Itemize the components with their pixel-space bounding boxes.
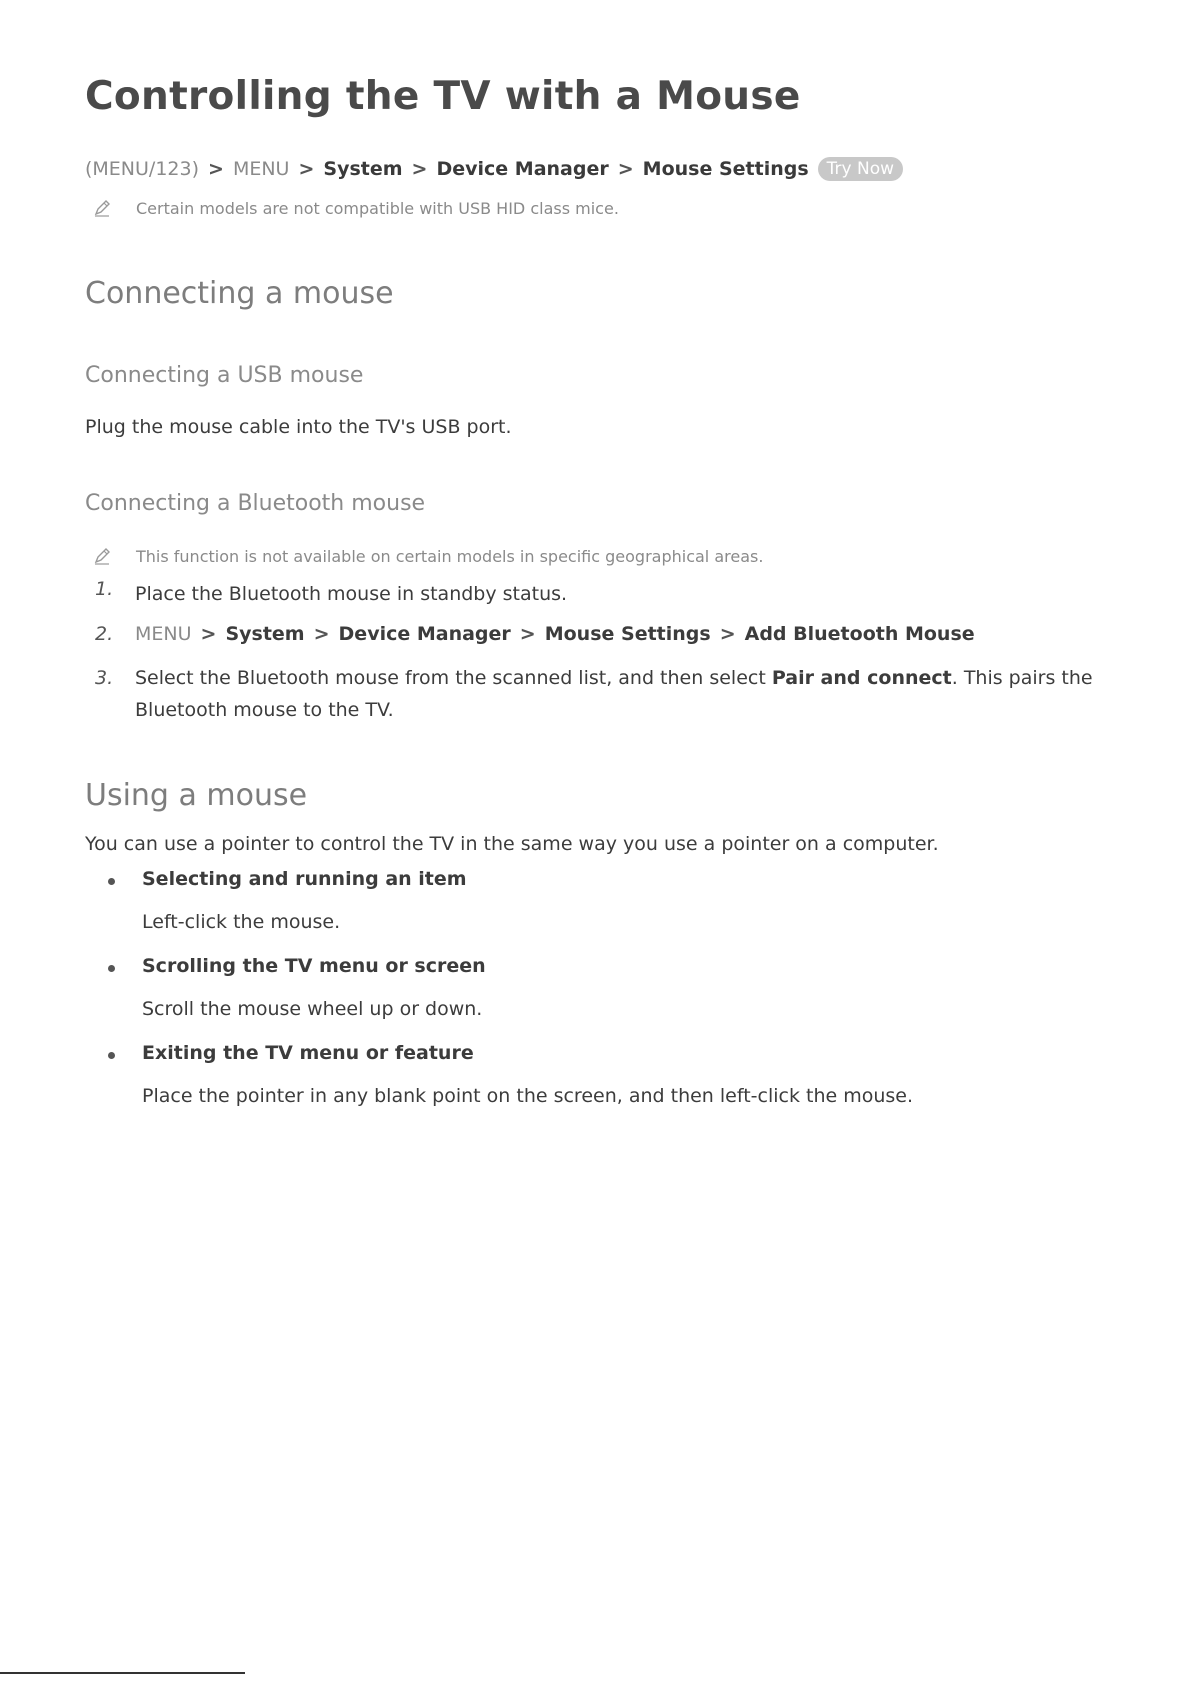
breadcrumb-separator: > (617, 158, 634, 180)
bullet (108, 878, 115, 885)
menu-path-add-bluetooth-mouse: Add Bluetooth Mouse (744, 623, 975, 645)
step-number: 2. (95, 623, 114, 645)
breadcrumb-separator: > (298, 158, 315, 180)
breadcrumb (85, 157, 903, 181)
step-text (135, 662, 1095, 726)
item-title: Selecting and running an item (142, 868, 467, 890)
footer-rule (0, 1672, 245, 1674)
subheading-usb-mouse: Connecting a USB mouse (85, 363, 364, 388)
breadcrumb-menu: MENU (232, 158, 290, 180)
bullet (108, 965, 115, 972)
breadcrumb-mouse-settings: Mouse Settings (642, 158, 809, 180)
usb-instruction: Plug the mouse cable into the TV's USB port. (85, 416, 512, 438)
step-text-part: Select the Bluetooth mouse from the scanned list, and then select (135, 667, 772, 689)
breadcrumb-separator: > (411, 158, 428, 180)
item-title: Scrolling the TV menu or screen (142, 955, 486, 977)
menu-path-separator: > (313, 623, 330, 645)
pair-and-connect-label: Pair and connect (771, 667, 952, 689)
menu-path-menu: MENU (135, 623, 192, 645)
step-text: Place the Bluetooth mouse in standby status. (135, 583, 568, 605)
item-desc: Place the pointer in any blank point on the screen, and then left-click the mouse. (142, 1085, 914, 1107)
section-heading-using: Using a mouse (85, 778, 308, 813)
menu-path-mouse-settings: Mouse Settings (544, 623, 711, 645)
item-desc: Scroll the mouse wheel up or down. (142, 998, 483, 1020)
note-compatibility-text: Certain models are not compatible with USB HID class mice. (136, 198, 619, 218)
step-number: 3. (95, 667, 114, 689)
note-availability (92, 546, 763, 566)
breadcrumb-separator: > (208, 158, 224, 180)
menu-path-separator: > (200, 623, 217, 645)
menu-path-system: System (225, 623, 305, 645)
bullet (108, 1052, 115, 1059)
step-menu-path (135, 623, 975, 645)
breadcrumb-system: System (323, 158, 403, 180)
menu-path-separator: > (719, 623, 736, 645)
item-desc: Left-click the mouse. (142, 911, 341, 933)
subheading-bluetooth-mouse: Connecting a Bluetooth mouse (85, 491, 426, 516)
pencil-note-icon (92, 546, 112, 566)
page-title: Controlling the TV with a Mouse (85, 74, 801, 119)
pencil-note-icon (92, 198, 112, 218)
menu-path-separator: > (519, 623, 536, 645)
note-availability-text: This function is not available on certain models in specific geographical areas. (136, 546, 764, 566)
using-intro: You can use a pointer to control the TV in the same way you use a pointer on a computer. (85, 833, 939, 855)
menu-path-device-manager: Device Manager (338, 623, 511, 645)
try-now-button[interactable]: Try Now (818, 157, 903, 181)
note-compatibility (92, 198, 619, 218)
item-title: Exiting the TV menu or feature (142, 1042, 474, 1064)
step-number: 1. (95, 578, 114, 600)
breadcrumb-device-manager: Device Manager (436, 158, 609, 180)
step-text-part: . This pairs the Bluetooth mouse to the TV. (135, 667, 1093, 721)
section-heading-connecting: Connecting a mouse (85, 276, 394, 311)
breadcrumb-menu-code: (MENU/123) (85, 158, 200, 180)
